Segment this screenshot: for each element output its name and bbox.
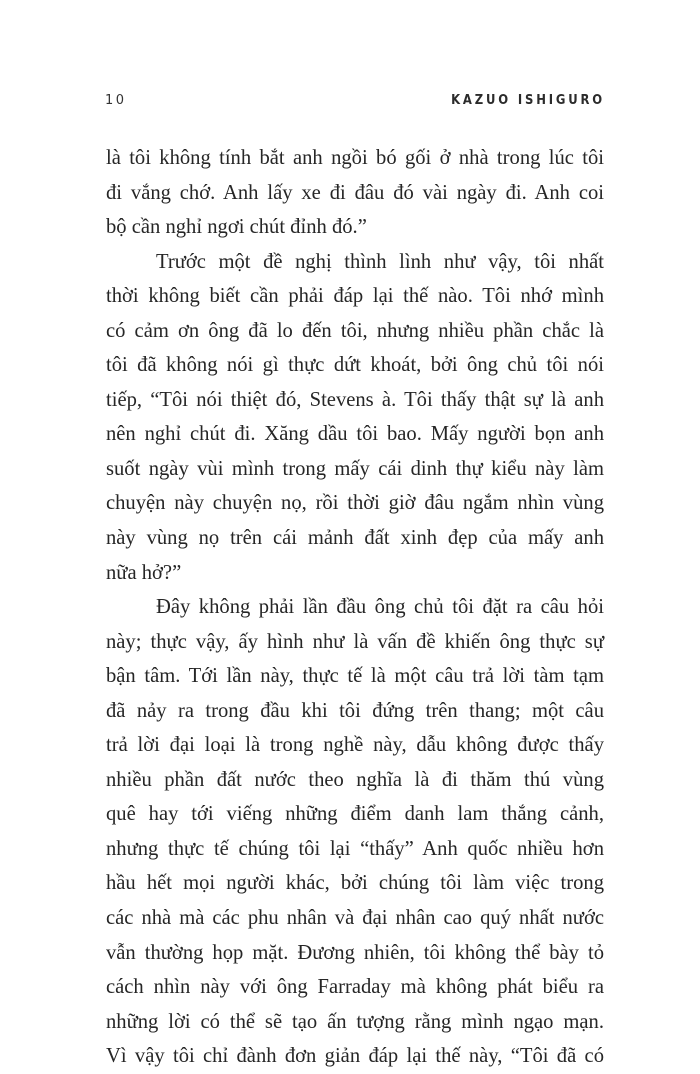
text-line: đi vắng chớ. Anh lấy xe đi đâu đó vài ngày đi. Anh coi: [106, 181, 604, 204]
text-line: có cảm ơn ông đã lo đến tôi, nhưng nhiều phần chắc là: [106, 319, 604, 342]
text-line: nhưng thực tế chúng tôi lại “thấy” Anh quốc nhiều hơn: [106, 837, 604, 860]
text-line: là tôi không tính bắt anh ngồi bó gối ở nhà trong lúc tôi: [106, 147, 604, 169]
paragraph-1: [106, 141, 604, 245]
text-line: vẫn thường họp mặt. Đương nhiên, tôi không thể bày tỏ: [106, 941, 604, 964]
text-line: Trước một đề nghị thình lình như vậy, tôi nhất: [156, 250, 604, 273]
text-line: hầu hết mọi người khác, bởi chúng tôi làm việc trong: [106, 872, 604, 895]
text-line: bộ cần nghỉ ngơi chút đỉnh đó.”: [106, 216, 367, 239]
text-line: này vùng nọ trên cái mảnh đất xinh đẹp của mấy anh: [106, 527, 604, 550]
text-line: quê hay tới viếng những điểm danh lam thắng cảnh,: [106, 803, 604, 826]
author-name: KAZUO ISHIGURO: [451, 92, 605, 108]
paragraph-3: [106, 590, 604, 1074]
text-line: này; thực vậy, ấy hình như là vấn đề khiến ông thực sự: [106, 630, 604, 653]
text-line: nữa hở?”: [106, 561, 182, 584]
page-number: 10: [105, 93, 127, 108]
text-line: những lời có thể sẽ tạo ấn tượng rằng mình ngạo mạn.: [106, 1010, 604, 1033]
body-text: [106, 141, 604, 1074]
paragraph-2: [106, 245, 604, 590]
text-line: trả lời đại loại là trong nghề này, dẫu không được thấy: [106, 734, 604, 757]
running-head: [105, 93, 605, 115]
text-line: thời không biết cần phải đáp lại thế nào. Tôi nhớ mình: [106, 285, 604, 308]
text-line: Vì vậy tôi chỉ đành đơn giản đáp lại thế này, “Tôi đã có: [106, 1045, 604, 1068]
text-line: các nhà mà các phu nhân và đại nhân cao quý nhất nước: [106, 907, 604, 930]
text-line: chuyện này chuyện nọ, rồi thời giờ đâu ngắm nhìn vùng: [106, 492, 604, 515]
text-line: tôi đã không nói gì thực dứt khoát, bởi ông chủ tôi nói: [106, 354, 604, 377]
text-line: nên nghỉ chút đi. Xăng dầu tôi bao. Mấy người bọn anh: [106, 423, 604, 446]
text-line: bận tâm. Tới lần này, thực tế là một câu trả lời tàm tạm: [106, 665, 604, 688]
text-line: cách nhìn này với ông Farraday mà không phát biểu ra: [106, 976, 604, 999]
text-line: nhiều phần đất nước theo nghĩa là đi thăm thú vùng: [106, 768, 604, 791]
text-line: Đây không phải lần đầu ông chủ tôi đặt ra câu hỏi: [156, 596, 604, 619]
text-line: suốt ngày vùi mình trong mấy cái dinh thự kiểu này làm: [106, 457, 604, 480]
text-line: tiếp, “Tôi nói thiệt đó, Stevens à. Tôi thấy thật sự là anh: [106, 388, 604, 411]
text-line: đã nảy ra trong đầu khi tôi đứng trên thang; một câu: [106, 699, 604, 722]
